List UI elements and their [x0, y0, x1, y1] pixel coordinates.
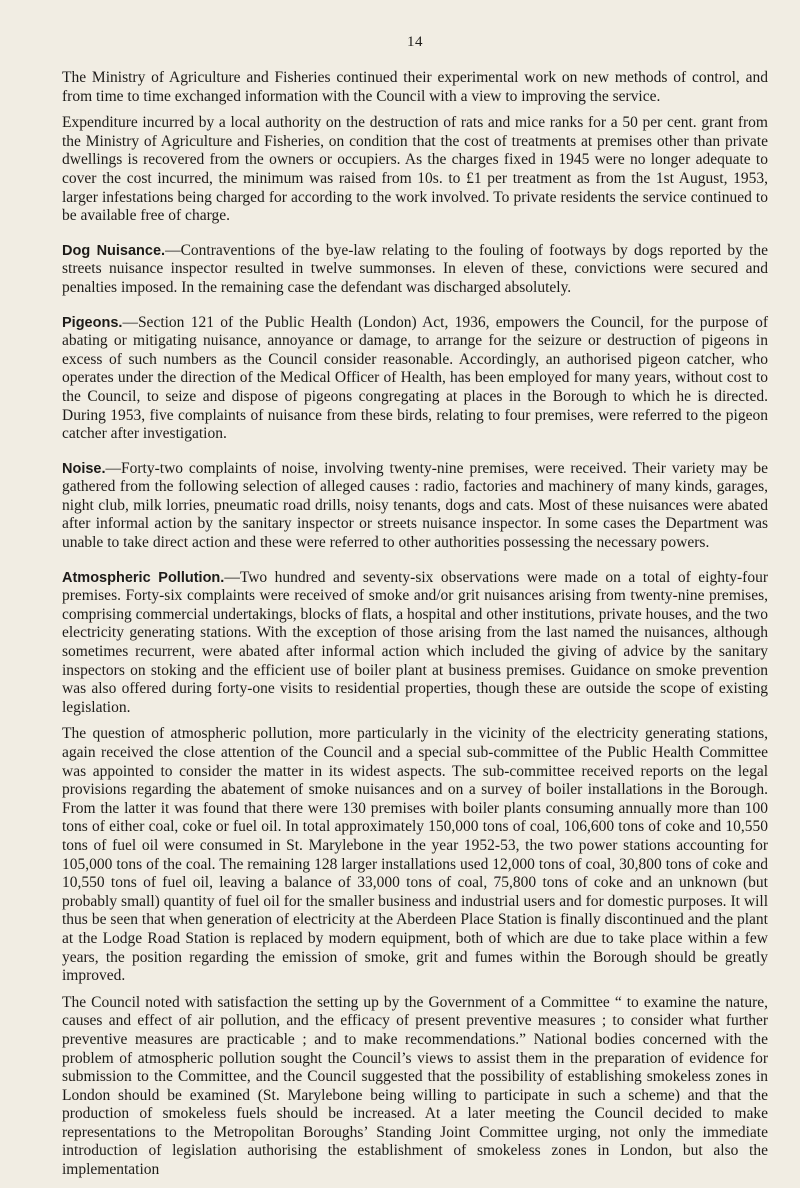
- section-noise: [62, 460, 768, 553]
- section-heading-dog-nuisance: Dog Nuisance.: [62, 242, 166, 259]
- section-text-pigeons: —Section 121 of the Public Health (London) Act, 1936, empowers the Council, for the purpose of abating or mitigating nuisance, annoyance or damage, to arrange for the seizure or destruction of pigeons in excess of such numbers as the Council consider reasonable. Accordingly, an authorised pigeon catcher, who operates under the direction of the Medical Officer of Health, has been employed for many years, without cost to the Council, to seize and dispose of pigeons congregating at places in the Borough to which he is directed. During 1953, five complaints of nuisance from these birds, relating to four premises, were referred to the pigeon catcher after investigation.: [62, 313, 768, 443]
- section-heading-pigeons: Pigeons.: [62, 314, 123, 331]
- section-text-noise: —Forty-two complaints of noise, involving twenty-nine premises, were received. Their variety may be gathered from the following selection of alleged causes : radio, factories and machinery of many kinds, garages, night club, milk lorries, pneumatic road drills, noisy tenants, dogs and cats. Most of these nuisances were abated after informal action by the sanitary inspector or streets nuisance inspector. In some cases the Department was unable to take direct action and these were referred to other authorities possessing the necessary powers.: [62, 459, 768, 552]
- page-number: 14: [407, 34, 423, 50]
- section-text-dog-nuisance: —Contraventions of the bye-law relating to the fouling of footways by dogs reported by the streets nuisance inspector resulted in twelve summonses. In eleven of these, convictions were secured and penalties imposed. In the remaining case the defendant was discharged absolutely.: [62, 241, 768, 296]
- section-dog-nuisance: [62, 242, 768, 298]
- section-atmospheric-pollution: [62, 569, 768, 718]
- paragraph-expenditure: Expenditure incurred by a local authority on the destruction of rats and mice ranks for a 50 per cent. grant from the Ministry of Agriculture and Fisheries, on condition that the cost of treatments at premises other than private dwellings is recovered from the owners or occupiers. As the charges fixed in 1945 were no longer adequate to cover the cost incurred, the minimum was raised from 10s. to £1 per treatment as from the 1st August, 1953, larger infestations being charged for according to the work involved. To private residents the service continued to be available free of charge.: [62, 114, 768, 225]
- paragraph-ministry-control: The Ministry of Agriculture and Fisheries continued their experimental work on new methods of control, and from time to time exchanged information with the Council with a view to improving the service.: [62, 69, 768, 105]
- paragraph-pollution-question: The question of atmospheric pollution, more particularly in the vicinity of the electricity generating stations, again received the close attention of the Council and a special sub-committee of the Public Health Committee was appointed to consider the matter in its widest aspects. The sub-committee received reports on the legal provisions regarding the abatement of smoke nuisances and on a survey of boiler installations in the Borough. From the latter it was found that there were 130 premises with boiler plants consuming annually more than 100 tons of either coal, coke or fuel oil. In total approximately 150,000 tons of coal, 106,600 tons of coke and 10,550 tons of fuel oil were consumed in St. Marylebone in the year 1952-53, the two power stations accounting for 105,000 tons of the coal. The remaining 128 larger installations used 12,000 tons of coal, 30,800 tons of coke and 10,550 tons of fuel oil, leaving a balance of 33,000 tons of coal, 75,800 tons of coke and an unknown (but probably small) quantity of fuel oil for the smaller business and industrial users and for domestic purposes. It will thus be seen that when generation of electricity at the Aberdeen Place Station is finally discontinued and the plant at the Lodge Road Station is replaced by modern equipment, both of which are due to take place within a few years, the position regarding the emission of smoke, grit and fumes within the Borough should be greatly improved.: [62, 725, 768, 985]
- section-text-atmospheric-pollution: —Two hundred and seventy-six observations were made on a total of eighty-four premises. Forty-six complaints were received of smoke and/or grit nuisances arising from twenty-nine premises, comprising commercial undertakings, blocks of flats, a hospital and other institutions, private houses, and the two electricity generating stations. With the exception of those arising from the last named the nuisances, although sometimes recurrent, were abated after informal action which included the giving of advice by the sanitary inspectors on stoking and the efficient use of boiler plant at business premises. Guidance on smoke prevention was also offered during forty-one visits to residential properties, though these are outside the scope of existing legislation.: [62, 568, 768, 716]
- paragraph-council-committee: The Council noted with satisfaction the setting up by the Government of a Committee “ to examine the nature, causes and effect of air pollution, and the efficacy of present preventive measures ; to consider what further preventive measures are practicable ; and to make recommendations.” National bodies concerned with the problem of atmospheric pollution sought the Council’s views to assist them in the preparation of evidence for submission to the Committee, and the Council suggested that the possibility of establishing smokeless zones in London should be examined (St. Marylebone being willing to participate in such a scheme) and that the production of smokeless fuels should be increased. At a later meeting the Council decided to make representations to the Metropolitan Boroughs’ Standing Joint Committee urging, not only the immediate introduction of legislation authorising the establishment of smokeless zones in London, but also the implementation: [62, 993, 768, 1179]
- section-heading-atmospheric-pollution: Atmospheric Pollution.: [62, 569, 225, 586]
- section-pigeons: [62, 314, 768, 444]
- section-heading-noise: Noise.: [62, 460, 106, 477]
